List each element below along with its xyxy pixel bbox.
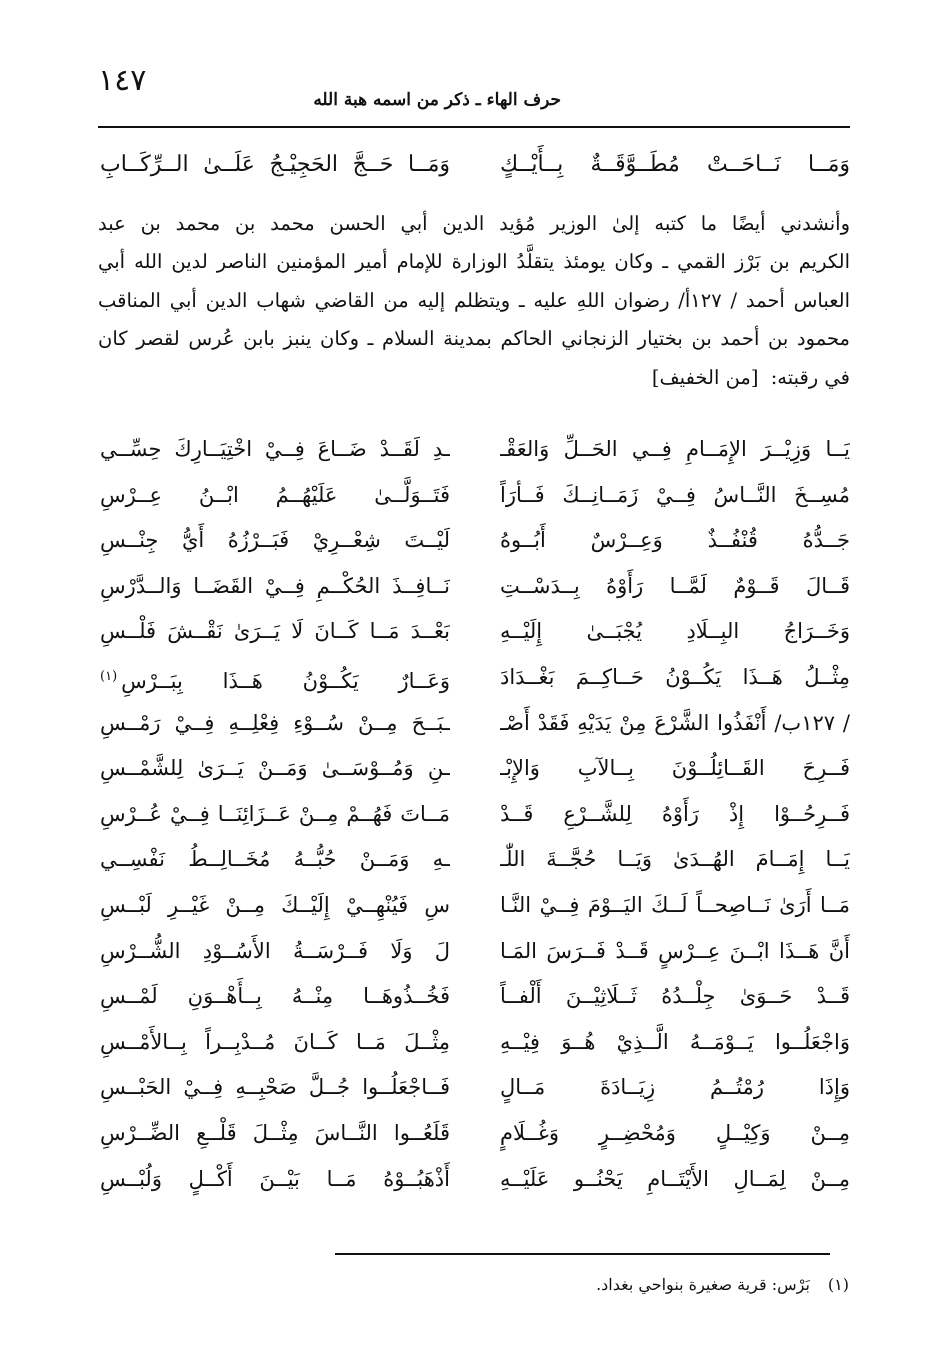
verse-first-hemistich: قَــدْ حَــوَىٰ جِلْــدُهُ ثَــلَاثِيْــنَ أَلْفــاً [500,984,850,1009]
verse-first-hemistich: وَإِذَا رُمْتُــمُ زِيَــادَةَ مَــالٍ [500,1075,850,1100]
prose-line: الكريم بن بَرْز القمي ـ وكان يومئذ يتقلَّدُ الوزارة للإمام أمير المؤمنين الناصر لدين الله أبي [98,250,850,274]
prose-line: محمود بن أحمد بن بختيار الزنجاني الحاكم بمدينة السلام ـ وكان ينبز بابن عُرس لقصر كان [98,327,850,351]
poem-verse [100,610,850,656]
poem-verse [100,519,850,565]
verse-first-hemistich: أَنَّ هَــذَا ابْــنَ عِــرْسٍ قَــدْ فَــرَسَ المَـا [500,938,850,963]
poem-verse [100,975,850,1021]
verse-first-hemistich: جَــدُّهُ قُنْفُــذٌ وَعِــرْسٌ أَبُــوهُ [500,528,850,553]
verse-first-hemistich: وَخَــرَاجُ البِــلَادِ يُجْبَــىٰ إِلَيْــهِ [500,619,850,644]
footnote-marker: (١) [100,668,118,684]
poem-verse [100,1066,850,1112]
verse-first-hemistich: فَــرِحُــوْا إِذْ رَأَوْهُ لِلشَّــرْعِ قَــدْ [500,801,850,826]
verse-first-hemistich: يَــا إِمَــامَ الهُــدَىٰ وَيَــا حُجَّــةَ اللّٰـ [500,847,850,872]
verse-first-hemistich: مِــنْ وَكِيْــلٍ وَمُحْضِــرٍ وَغُــلَامٍ [500,1120,850,1145]
poem-verse [100,793,850,839]
poem-verse [100,1021,850,1067]
verse-second-hemistich: مَــاتَ فَهُــمْ مِــنْ عَــزَائِنَــا فِــيْ عُــرْسِ [100,801,450,826]
verse-second-hemistich: نَــافِــذَ الحُكْــمِ فِــيْ القَضَــا وَالــدَّرْسِ [100,573,450,598]
meter-label: [من الخفيف] [651,365,759,389]
footnote-text: بَرْس: قرية صغيرة بنواحي بغداد. [596,1275,810,1294]
verse-first-hemistich: / ١٢٧ب/ أَنْفَذُوا الشَّرْعَ مِنْ يَدَيْهِ فَقَدْ أَصْـ [500,710,850,735]
poem-verse [100,747,850,793]
poem-verse [100,1158,850,1204]
verse-second-hemistich: وَمَــا حَــجَّ الحَجِيْـجُ عَلَــىٰ الــرِّكَــابِ [100,152,450,177]
verse-second-hemistich: لَ وَلَا فَــرْسَــةُ الأَسُــوْدِ الشُّــرْسِ [100,938,450,963]
verse-second-hemistich: بَعْــدَ مَــا كَــانَ لَا يَــرَىٰ نَقْــشَ فَلْــسِ [100,619,450,644]
prose-line: العباس أحمد / ١٢٧أ/ رضوان اللهِ عليه ـ ويتظلم إليه من القاضي شهاب الدين أبي المناقب [98,288,850,312]
poem [100,428,850,1203]
prose-paragraph [98,205,850,397]
verse-first-hemistich: يَــا وَزِيْــرَ الإِمَــامِ فِــي الحَــلِّ وَالعَقْـ [500,437,850,461]
verse-second-hemistich: أَذْهَبُــوْهُ مَــا بَيْــنَ أَكْــلٍ وَلُبْــسِ [100,1166,450,1191]
poem-verse [100,1112,850,1158]
verse-first-hemistich: مُسِــخَ النَّــاسُ فِــيْ زَمَــانِــكَ فَــأرَاً [500,482,850,507]
verse-second-hemistich: ـنِ وَمُــوْسَــىٰ وَمَــنْ يَــرَىٰ لِلشَّمْــسِ [100,756,450,781]
poem-verse [100,656,850,702]
prose-line-last [98,359,850,397]
verse-second-hemistich: ـهِ وَمَــنْ حُبُّــهُ مُخَــالِــطُ نَفْسِــي [100,847,450,872]
poem-verse [100,428,850,474]
verse-first-hemistich: فَــرِحَ القَــائِلُــوْنَ بِــالآبِ وَالإِبْـ [500,756,850,781]
poem-verse [100,884,850,930]
header-rule [98,126,850,128]
footnote-rule [335,1253,830,1255]
verse-first-hemistich: مِــنْ لِمَــالِ الأَيْتَــامِ يَحْنُــو عَلَيْــهِ [500,1166,850,1191]
footnote [596,1273,849,1297]
running-header: حرف الهاء ـ ذكر من اسمه هبة الله [313,90,561,110]
verse-second-hemistich: قَلَعُــوا النَّــاسَ مِثْــلَ قَلْــعِ الضِّــرْسِ [100,1120,450,1145]
verse-second-text: وَعَــارٌ يَكُــوْنُ هَــذَا بِبَــرْسِ [121,668,450,693]
prose-last-text: في رقبته: [770,365,850,389]
opening-verse [100,145,850,187]
verse-first-hemistich: وَمَــا نَــاحَــتْ مُطَــوَّقَــةٌ بِــأَيْــكٍ [500,152,850,177]
poem-verse [100,838,850,884]
verse-second-hemistich: لَيْــتَ شِعْــرِيْ فَبَــرْزُهُ أَيُّ جِنْــسِ [100,528,450,553]
verse-second-hemistich: مِثْــلَ مَــا كَــانَ مُــدْبِــراً بِــالأَمْــسِ [100,1029,450,1054]
verse-first-hemistich: وَاجْعَلُــوا يَــوْمَــهُ الَّــذِيْ هُــوَ فِيْــهِ [500,1029,850,1054]
verse-second-hemistich: فَخُــذُوهَــا مِنْــهُ بِــأَهْــوَنِ لَمْــسِ [100,984,450,1009]
verse-second-hemistich: ـبَــحَ مِــنْ سُــوْءِ فِعْلِــهِ فِــيْ رَمْــسِ [100,710,450,735]
verse-second-hemistich [100,656,450,702]
verse-first-hemistich: قَــالَ قَــوْمٌ لَمَّــا رَأَوْهُ بِــدَسْــتِ [500,573,850,598]
verse-first-hemistich: مِثْــلُ هَــذَا يَكُــوْنُ حَــاكِــمَ بَغْــدَادَ [500,664,850,689]
poem-verse [100,474,850,520]
verse-second-hemistich: فَتَــوَلَّــىٰ عَلَيْهُــمُ ابْــنُ عِــرْسِ [100,482,450,507]
verse-second-hemistich: ـدِ لَقَــدْ ضَــاعَ فِــيْ اخْتِيَــارِكَ حِسِّــي [100,437,450,461]
verse-second-hemistich: سِ فَيُنْهِــيْ إِلَيْــكَ مِــنْ غَيْــرِ لَبْــسِ [100,892,450,917]
poem-verse [100,565,850,611]
poem-verse [100,702,850,748]
verse-first-hemistich: مَــا أَرَىٰ نَــاصِحــاً لَــكَ اليَــوْمَ فِــيْ النَّـا [500,892,850,917]
page-number: ١٤٧ [98,63,147,98]
footnote-number: (١) [827,1275,849,1294]
verse-second-hemistich: فَــاجْعَلُــوا جُــلَّ صَحْبِــهِ فِــيْ الحَبْــسِ [100,1075,450,1100]
prose-line: وأنشدني أيضًا ما كتبه إلىٰ الوزير مُؤيد الدين أبي الحسن محمد بن محمد بن عبد [98,212,850,235]
poem-verse [100,930,850,976]
